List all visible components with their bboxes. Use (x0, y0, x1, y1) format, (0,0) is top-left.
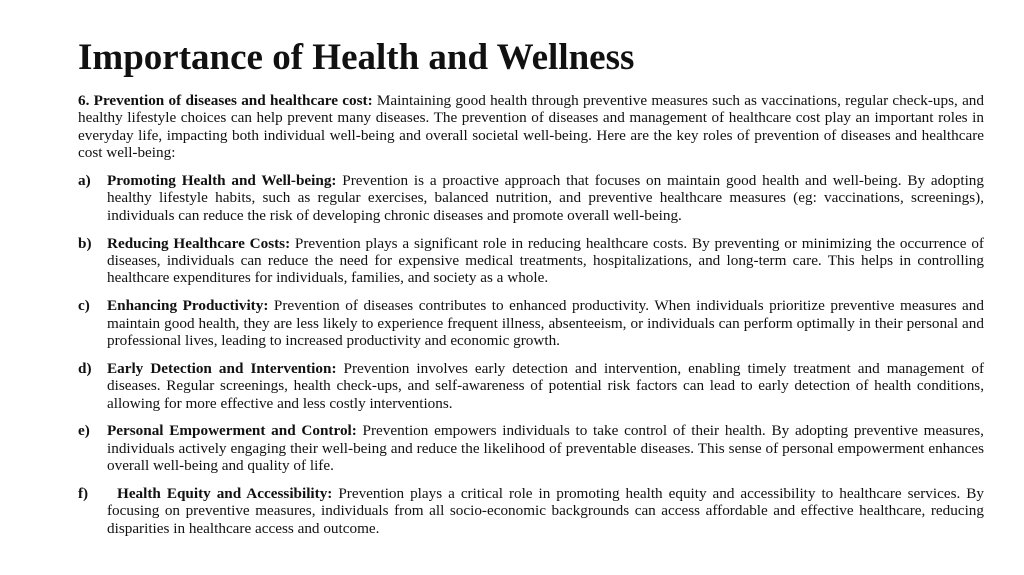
list-item-body: Prevention empowers individuals to take control of their health. By adopting preventive measures, individuals actively engaging their well-being and reduce the likelihood of preventable diseases. This sense of personal empowerment enhances overall well-being and quality of life. (107, 422, 984, 475)
list-item-body: Prevention involves early detection and intervention, enabling timely treatment and management of diseases. Regular screenings, health check-ups, and self-awareness of potential risk factors can lead to early detection of health conditions, allowing for more effective and less costly interventions. (107, 359, 985, 412)
list-item-d (78, 360, 984, 412)
list-item-body: Prevention of diseases contributes to enhanced productivity. When individuals prioritize preventive measures and maintain good health, they are less likely to experience frequent illness, absenteeism, or individuals can perform optimally in their personal and professional lives, leading to increased productivity and economic growth. (107, 297, 984, 350)
list-item-heading: Promoting Health and Well-being: (107, 172, 337, 190)
list-item-a (78, 172, 984, 224)
list-item-body: Prevention is a proactive approach that focuses on maintain good health and well-being. By adopting healthy lifestyle habits, such as regular exercises, balanced nutrition, and preventive healthcare measures (eg: vaccinations, screenings), individuals can reduce the risk of developing chronic diseases and promote overall well-being. (107, 172, 984, 224)
intro-paragraph (78, 92, 984, 162)
list-item-text (107, 360, 984, 412)
intro-heading: 6. Prevention of diseases and healthcare cost: (78, 92, 373, 109)
list-item-heading: Enhancing Productivity: (107, 297, 269, 315)
list-item-b (78, 235, 984, 287)
list-marker: f) (78, 485, 89, 503)
list-item-f (78, 485, 984, 537)
key-roles-list (78, 172, 984, 537)
list-item-body: Prevention plays a significant role in reducing healthcare costs. By preventing or minimizing the occurrence of diseases, individuals can reduce the need for expensive medical treatments, hospitalizations, and long-term care. This helps in controlling healthcare expenditures for individuals, families, and society as a whole. (107, 234, 984, 287)
list-item-c (78, 297, 984, 349)
list-marker: c) (78, 297, 90, 315)
list-marker: a) (78, 172, 91, 190)
page-title: Importance of Health and Wellness (78, 37, 635, 78)
slide (78, 0, 984, 537)
list-item-heading: Reducing Healthcare Costs: (107, 234, 291, 252)
list-item-text (107, 235, 984, 287)
list-item-heading: Early Detection and Intervention: (107, 359, 337, 377)
list-item-text (107, 172, 984, 224)
list-marker: d) (78, 359, 92, 377)
list-item-heading: Health Equity and Accessibility: (117, 485, 333, 503)
list-marker: b) (78, 234, 92, 252)
list-item-body: Prevention plays a critical role in promoting health equity and accessibility to healthcare services. By focusing on preventive measures, individuals from all socio-economic backgrounds can access affordable and effective healthcare, reducing disparities in healthcare access and outcome. (107, 485, 984, 537)
list-item-e (78, 422, 984, 474)
list-item-text (107, 422, 984, 474)
list-item-text (107, 297, 984, 349)
intro-body: Maintaining good health through preventive measures such as vaccinations, regular check-ups, and healthy lifestyle choices can help prevent many diseases. The prevention of diseases and management of healthcare cost play an important roles in everyday life, impacting both individual well-being and overall societal well-being. Here are the key roles of prevention of diseases and healthcare cost well-being: (78, 92, 984, 162)
list-marker: e) (78, 422, 90, 440)
list-item-text (107, 485, 984, 537)
list-item-heading: Personal Empowerment and Control: (107, 422, 357, 440)
